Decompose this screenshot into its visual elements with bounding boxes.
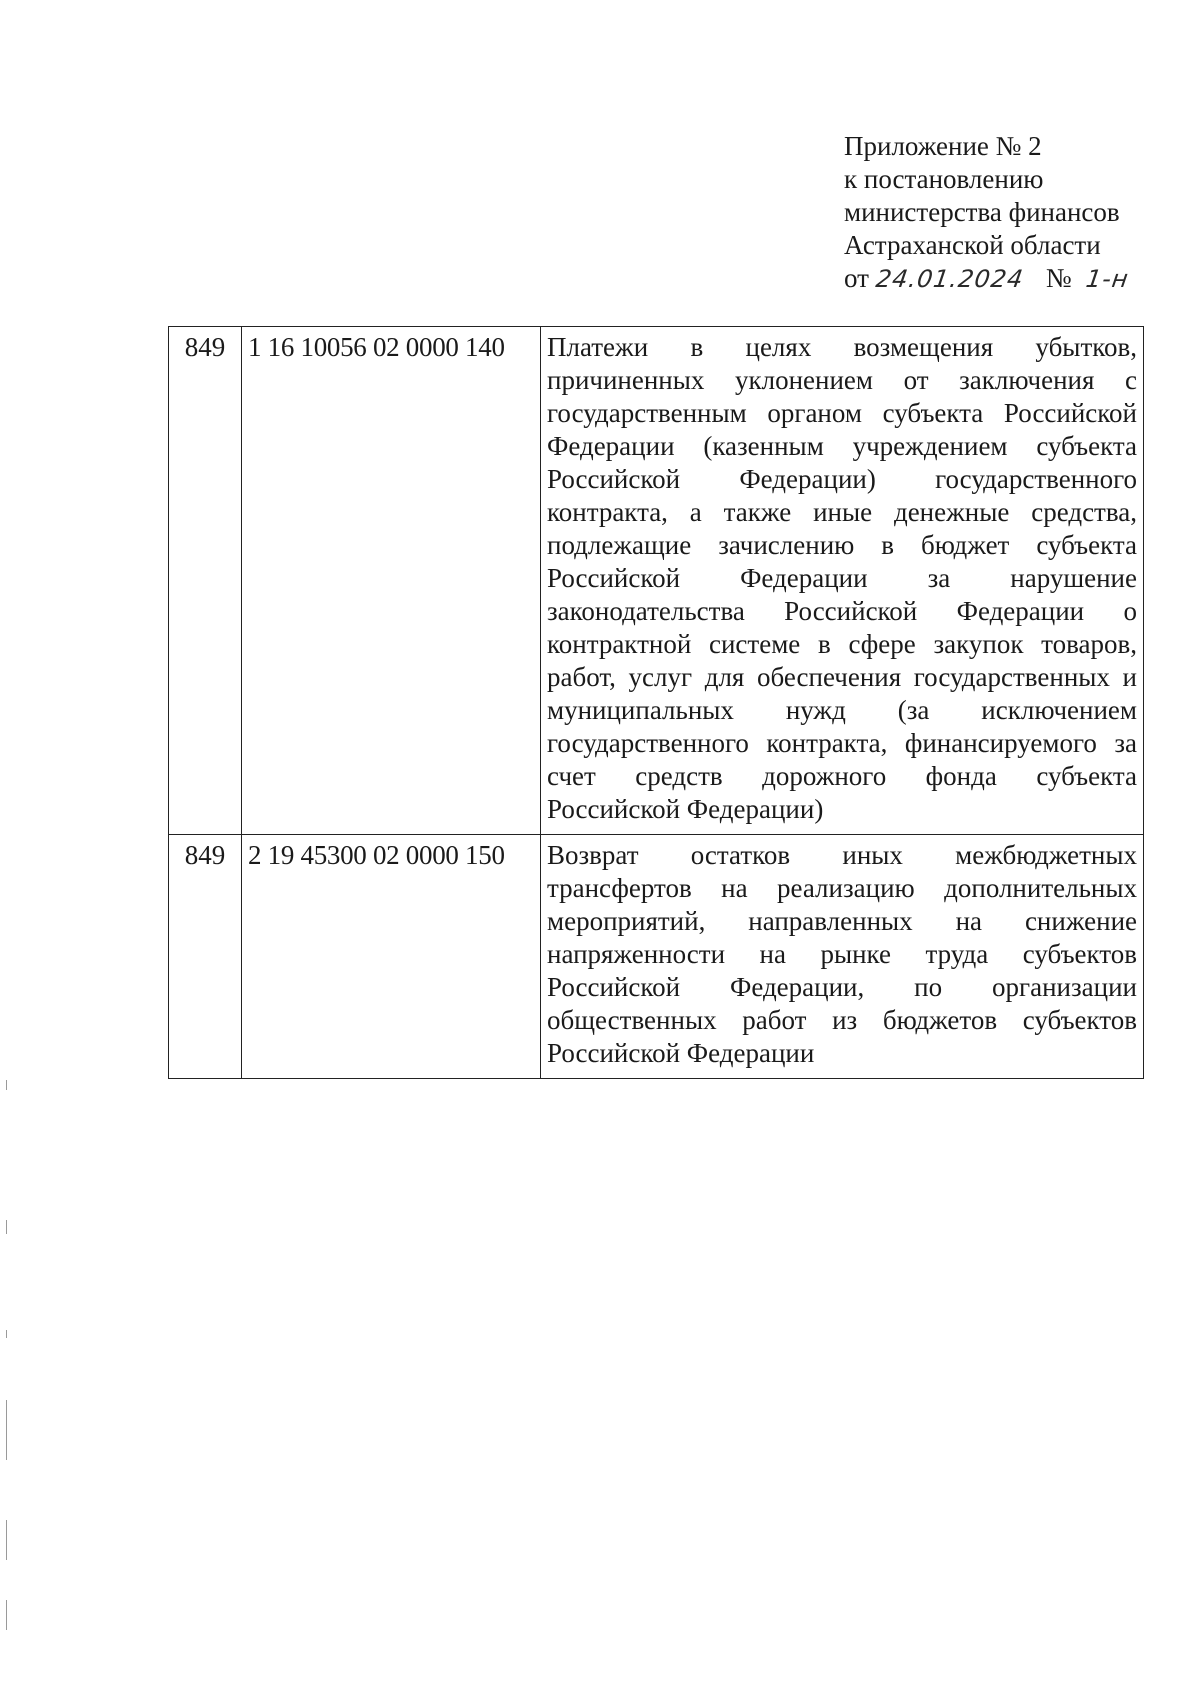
appendix-ministry-line: министерства финансов [844, 197, 1120, 227]
scan-mark [6, 1330, 7, 1338]
scan-mark [6, 1400, 7, 1460]
scan-mark [6, 1600, 7, 1630]
handwritten-number: 1-н [1084, 265, 1132, 293]
appendix-region-line: Астраханской области [844, 230, 1101, 260]
admin-code-cell: 849 [169, 327, 242, 835]
admin-code-cell: 849 [169, 835, 242, 1079]
budget-codes-table [168, 326, 1144, 1079]
budget-code-cell: 2 19 45300 02 0000 150 [242, 835, 541, 1079]
appendix-title: Приложение № 2 [844, 131, 1042, 161]
appendix-reference-line: к постановлению [844, 164, 1044, 194]
appendix-header [844, 130, 1174, 296]
number-prefix: № [1045, 263, 1072, 293]
handwritten-date: 24.01.2024 [873, 265, 1026, 293]
table-row [169, 835, 1144, 1079]
revenue-name-cell: Платежи в целях возмещения убытков, причиненных уклонением от заключения с государственным органом субъекта Российской Федерации (казенным учреждением субъекта Российской Федерации) государственного контракта, а также иные денежные средства, подлежащие зачислению в бюджет субъекта Российской Федерации за нарушение законодательства Российской Федерации о контрактной системе в сфере закупок товаров, работ, услуг для обеспечения государственных и муниципальных нужд (за исключением государственного контракта, финансируемого за счет средств дорожного фонда субъекта Российской Федерации) [541, 327, 1144, 835]
appendix-date-number-line [844, 262, 1174, 296]
table-row [169, 327, 1144, 835]
scan-margin-marks [4, 1080, 10, 1640]
scan-mark [6, 1220, 7, 1234]
scan-mark [6, 1080, 7, 1090]
scan-mark [6, 1520, 7, 1560]
revenue-name-cell: Возврат остатков иных межбюджетных трансфертов на реализацию дополнительных мероприятий, направленных на снижение напряженности на рынке труда субъектов Российской Федерации, по организации общественных работ из бюджетов субъектов Российской Федерации [541, 835, 1144, 1079]
budget-code-cell: 1 16 10056 02 0000 140 [242, 327, 541, 835]
date-prefix: от [844, 263, 869, 293]
